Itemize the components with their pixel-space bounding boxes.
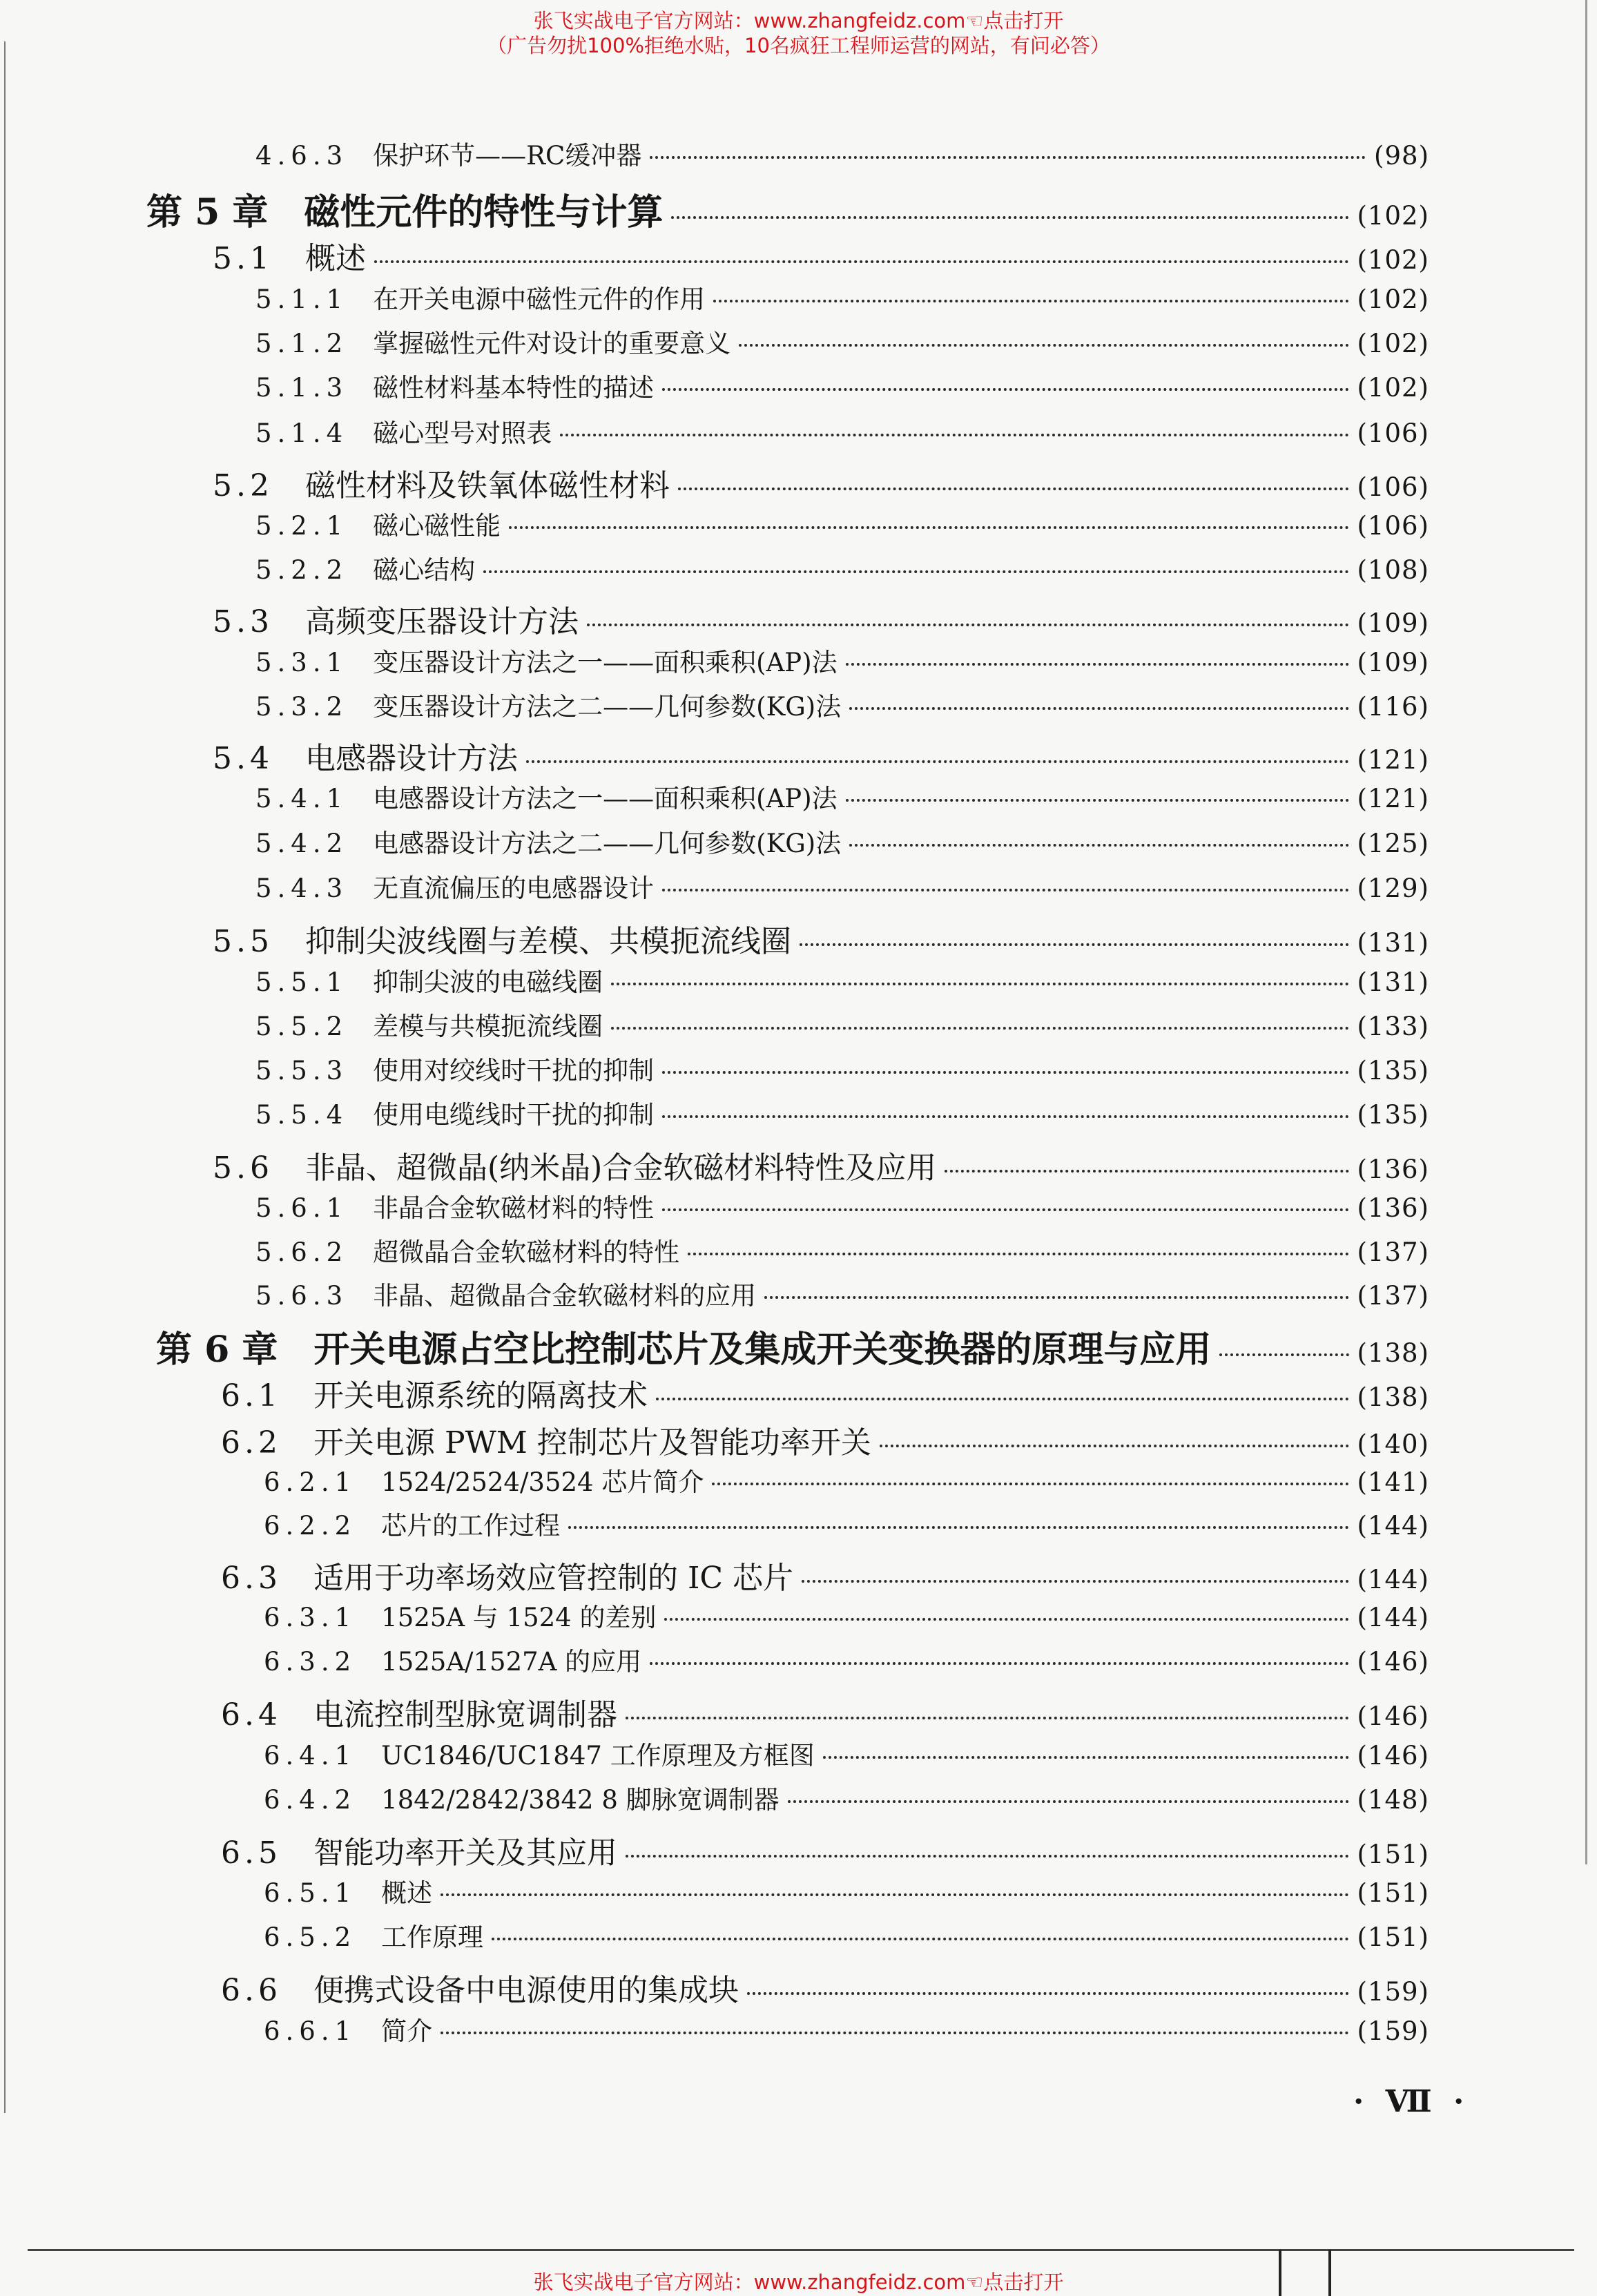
toc-entry-number: 6.2.2 <box>264 1511 357 1541</box>
toc-entry-page: (106) <box>1357 418 1429 448</box>
toc-entry-page: (138) <box>1357 1382 1429 1412</box>
toc-entry-number: 第 5 章 <box>146 191 269 233</box>
toc-entry-page: (136) <box>1357 1155 1429 1184</box>
toc-subsection-entry[interactable] <box>255 641 1429 679</box>
toc-dot-leader <box>662 1208 1348 1211</box>
toc-entry-number: 4.6.3 <box>255 141 349 171</box>
toc-dot-leader <box>846 663 1349 666</box>
toc-entry-title: 高频变压器设计方法 <box>304 604 579 639</box>
toc-dot-leader <box>800 943 1349 946</box>
toc-dot-leader <box>739 344 1348 347</box>
toc-entry-number: 5.5.4 <box>255 1100 349 1130</box>
toc-entry-page: (121) <box>1357 784 1429 813</box>
toc-entry-number: 6.5.1 <box>264 1878 357 1908</box>
toc-entry-title: 1842/2842/3842 8 脚脉宽调制器 <box>381 1785 780 1815</box>
toc-entry-title: 无直流偏压的电感器设计 <box>373 874 655 903</box>
toc-entry-page: (135) <box>1357 1100 1429 1130</box>
toc-entry-title: 非晶合金软磁材料的特性 <box>373 1193 655 1223</box>
toc-entry-title: 简介 <box>381 2016 433 2046</box>
toc-subsection-entry[interactable] <box>255 778 1429 815</box>
toc-section-entry[interactable] <box>221 1553 1429 1597</box>
toc-dot-leader <box>849 707 1348 710</box>
toc-dot-leader <box>650 156 1366 159</box>
toc-dot-leader <box>846 799 1349 802</box>
toc-section-entry[interactable] <box>221 1828 1429 1872</box>
toc-dot-leader <box>664 1618 1348 1621</box>
toc-dot-leader <box>747 1992 1349 1995</box>
toc-entry-page: (129) <box>1357 874 1429 903</box>
toc-entry-title: 电感器设计方法 <box>304 741 518 776</box>
watermark-top-line-1[interactable]: 张飞实战电子官方网站：www.zhangfeidz.com☜点击打开 <box>533 9 1064 32</box>
toc-entry-page: (108) <box>1357 555 1429 585</box>
toc-subsection-entry[interactable] <box>264 1641 1429 1678</box>
toc-subsection-entry[interactable] <box>255 867 1429 905</box>
toc-dot-leader <box>713 300 1348 302</box>
toc-subsection-entry[interactable] <box>264 1505 1429 1542</box>
toc-subsection-entry[interactable] <box>264 1779 1429 1816</box>
toc-dot-leader <box>441 1893 1348 1896</box>
toc-subsection-entry[interactable] <box>255 686 1429 723</box>
toc-entry-number: 6.3 <box>221 1561 282 1596</box>
toc-entry-number: 第 6 章 <box>156 1329 278 1371</box>
toc-entry-page: (136) <box>1357 1193 1429 1223</box>
toc-dot-leader <box>880 1445 1349 1447</box>
toc-subsection-entry[interactable] <box>255 135 1429 172</box>
toc-entry-number: 5.6 <box>213 1150 273 1186</box>
toc-dot-leader <box>662 1071 1348 1074</box>
toc-entry-number: 5.1 <box>213 241 273 276</box>
toc-entry-number: 5.5.3 <box>255 1056 349 1086</box>
toc-dot-leader <box>671 216 1348 219</box>
toc-entry-page: (109) <box>1357 608 1429 638</box>
toc-dot-leader <box>1219 1353 1348 1356</box>
toc-entry-page: (140) <box>1357 1429 1429 1459</box>
toc-entry-number: 6.2.1 <box>264 1467 357 1497</box>
toc-entry-page: (131) <box>1357 928 1429 958</box>
toc-dot-leader <box>662 388 1348 391</box>
toc-section-entry[interactable] <box>221 1690 1429 1734</box>
toc-entry-page: (144) <box>1357 1603 1429 1632</box>
toc-entry-page: (138) <box>1357 1338 1429 1368</box>
toc-entry-number: 5.2.1 <box>255 511 349 541</box>
toc-entry-number: 5.6.1 <box>255 1193 349 1223</box>
toc-entry-title: 保护环节——RC缓冲器 <box>373 141 642 171</box>
toc-subsection-entry[interactable] <box>255 412 1429 450</box>
toc-entry-number: 5.1.3 <box>255 373 349 403</box>
toc-entry-number: 6.2 <box>221 1425 282 1460</box>
toc-section-entry[interactable] <box>221 1371 1429 1415</box>
toc-dot-leader <box>441 2032 1348 2034</box>
toc-entry-number: 6.4.1 <box>264 1741 357 1771</box>
toc-entry-title: 抑制尖波的电磁线圈 <box>373 967 603 997</box>
toc-dot-leader <box>650 1662 1348 1665</box>
toc-entry-page: (151) <box>1357 1878 1429 1908</box>
toc-section-entry[interactable] <box>213 1143 1429 1187</box>
toc-dot-leader <box>626 1717 1349 1719</box>
toc-entry-page: (146) <box>1357 1701 1429 1731</box>
toc-entry-page: (148) <box>1357 1785 1429 1815</box>
toc-dot-leader <box>849 844 1348 847</box>
toc-entry-number: 5.4.3 <box>255 874 349 903</box>
toc-entry-title: 开关电源 PWM 控制芯片及智能功率开关 <box>313 1425 871 1460</box>
toc-entry-number: 5.4.2 <box>255 829 349 858</box>
toc-dot-leader <box>788 1800 1349 1803</box>
toc-entry-page: (146) <box>1357 1741 1429 1771</box>
toc-entry-page: (151) <box>1357 1922 1429 1952</box>
toc-chapter-entry[interactable] <box>146 183 1429 235</box>
toc-entry-title: 使用电缆线时干扰的抑制 <box>373 1100 655 1130</box>
toc-section-entry[interactable] <box>213 233 1429 278</box>
toc-dot-leader <box>611 983 1348 985</box>
toc-entry-page: (102) <box>1357 201 1429 231</box>
toc-entry-number: 6.4 <box>221 1697 282 1733</box>
toc-dot-leader <box>483 570 1348 573</box>
toc-entry-page: (159) <box>1357 2016 1429 2046</box>
toc-subsection-entry[interactable] <box>255 1231 1429 1268</box>
toc-entry-number: 6.4.2 <box>264 1785 357 1815</box>
toc-entry-title: 非晶、超微晶(纳米晶)合金软磁材料特性及应用 <box>304 1150 937 1186</box>
toc-entry-number: 5.3.1 <box>255 648 349 677</box>
toc-entry-number: 5.5.1 <box>255 967 349 997</box>
toc-section-entry[interactable] <box>213 733 1429 778</box>
toc-entry-title: 磁性材料基本特性的描述 <box>373 373 655 403</box>
toc-dot-leader <box>823 1756 1349 1759</box>
toc-entry-title: 1525A 与 1524 的差别 <box>381 1603 657 1632</box>
toc-entry-page: (137) <box>1357 1237 1429 1267</box>
toc-subsection-entry[interactable] <box>264 1596 1429 1634</box>
toc-entry-title: 开关电源占空比控制芯片及集成开关变换器的原理与应用 <box>313 1329 1212 1371</box>
toc-dot-leader <box>611 1027 1348 1030</box>
toc-entry-number: 6.5 <box>221 1835 282 1871</box>
toc-entry-title: 智能功率开关及其应用 <box>313 1835 617 1871</box>
page-number: · Ⅶ · <box>1353 2084 1470 2119</box>
toc-entry-number: 5.2.2 <box>255 555 349 585</box>
toc-entry-number: 5.1.1 <box>255 284 349 314</box>
toc-entry-number: 6.6.1 <box>264 2016 357 2046</box>
toc-entry-page: (106) <box>1357 472 1429 502</box>
toc-dot-leader <box>688 1253 1348 1255</box>
toc-entry-title: 超微晶合金软磁材料的特性 <box>373 1237 680 1267</box>
toc-entry-title: 概述 <box>304 241 366 276</box>
toc-dot-leader <box>526 760 1349 763</box>
toc-dot-leader <box>764 1296 1348 1299</box>
toc-subsection-entry[interactable] <box>255 961 1429 999</box>
toc-entry-page: (141) <box>1357 1467 1429 1497</box>
toc-entry-number: 5.3.2 <box>255 692 349 722</box>
toc-entry-number: 6.3.1 <box>264 1603 357 1632</box>
toc-entry-title: 磁性元件的特性与计算 <box>304 191 664 233</box>
toc-subsection-entry[interactable] <box>255 322 1429 360</box>
toc-entry-title: UC1846/UC1847 工作原理及方框图 <box>381 1741 815 1771</box>
toc-entry-number: 6.6 <box>221 1973 282 2008</box>
toc-entry-number: 6.5.2 <box>264 1922 357 1952</box>
toc-dot-leader <box>509 526 1348 529</box>
toc-entry-page: (98) <box>1374 141 1429 171</box>
toc-entry-title: 变压器设计方法之二——几何参数(KG)法 <box>373 692 842 722</box>
toc-entry-number: 5.4.1 <box>255 784 349 813</box>
toc-entry-title: 电流控制型脉宽调制器 <box>313 1697 617 1733</box>
toc-subsection-entry[interactable] <box>255 1187 1429 1224</box>
toc-entry-title: 电感器设计方法之一——面积乘积(AP)法 <box>373 784 838 813</box>
toc-entry-title: 1524/2524/3524 芯片简介 <box>381 1467 704 1497</box>
toc-entry-number: 5.4 <box>213 741 273 776</box>
toc-entry-title: 芯片的工作过程 <box>381 1511 561 1541</box>
toc-dot-leader <box>492 1938 1348 1940</box>
toc-entry-number: 5.5 <box>213 924 273 959</box>
toc-entry-number: 5.5.2 <box>255 1012 349 1041</box>
toc-entry-page: (159) <box>1357 1977 1429 2007</box>
watermark-top-line-2: （广告勿扰100%拒绝水贴，10名疯狂工程师运营的网站，有问必答） <box>487 34 1110 57</box>
toc-entry-title: 磁心型号对照表 <box>373 418 552 448</box>
toc-entry-title: 开关电源系统的隔离技术 <box>313 1378 648 1414</box>
toc-entry-title: 磁性材料及铁氧体磁性材料 <box>304 468 670 503</box>
watermark-bottom-line[interactable]: 张飞实战电子官方网站：www.zhangfeidz.com☜点击打开 <box>533 2270 1064 2294</box>
toc-subsection-entry[interactable] <box>264 1872 1429 1909</box>
toc-dot-leader <box>945 1170 1348 1173</box>
toc-subsection-entry[interactable] <box>255 1005 1429 1043</box>
toc-entry-page: (102) <box>1357 245 1429 275</box>
toc-entry-page: (102) <box>1357 373 1429 403</box>
toc-entry-page: (135) <box>1357 1056 1429 1086</box>
toc-section-entry[interactable] <box>213 916 1429 961</box>
toc-section-entry[interactable] <box>213 597 1429 641</box>
toc-entry-title: 工作原理 <box>381 1922 484 1952</box>
toc-dot-leader <box>662 889 1348 891</box>
toc-subsection-entry[interactable] <box>264 1916 1429 1953</box>
toc-entry-title: 差模与共模扼流线圈 <box>373 1012 603 1041</box>
toc-entry-page: (121) <box>1357 745 1429 775</box>
toc-entry-page: (106) <box>1357 511 1429 541</box>
toc-subsection-entry[interactable] <box>264 1461 1429 1498</box>
toc-subsection-entry[interactable] <box>255 822 1429 860</box>
toc-entry-title: 便携式设备中电源使用的集成块 <box>313 1973 739 2008</box>
toc-section-entry[interactable] <box>221 1418 1429 1462</box>
toc-subsection-entry[interactable] <box>255 1094 1429 1131</box>
toc-entry-number: 5.6.2 <box>255 1237 349 1267</box>
toc-dot-leader <box>712 1483 1348 1485</box>
toc-entry-page: (116) <box>1357 692 1429 722</box>
toc-chapter-entry[interactable] <box>156 1320 1429 1372</box>
toc-dot-leader <box>662 1115 1348 1118</box>
toc-entry-page: (125) <box>1357 829 1429 858</box>
toc-entry-page: (102) <box>1357 284 1429 314</box>
toc-subsection-entry[interactable] <box>255 1275 1429 1312</box>
toc-entry-number: 5.1.2 <box>255 329 349 358</box>
toc-entry-title: 使用对绞线时干扰的抑制 <box>373 1056 655 1086</box>
toc-subsection-entry[interactable] <box>255 1050 1429 1087</box>
toc-subsection-entry[interactable] <box>255 278 1429 316</box>
toc-dot-leader <box>568 1526 1348 1529</box>
toc-entry-title: 适用于功率场效应管控制的 IC 芯片 <box>313 1561 794 1596</box>
toc-entry-title: 抑制尖波线圈与差模、共模扼流线圈 <box>304 924 791 959</box>
toc-entry-page: (146) <box>1357 1647 1429 1677</box>
toc-entry-page: (109) <box>1357 648 1429 677</box>
toc-dot-leader <box>802 1580 1348 1583</box>
toc-subsection-entry[interactable] <box>264 1735 1429 1772</box>
toc-entry-page: (144) <box>1357 1511 1429 1541</box>
toc-entry-title: 在开关电源中磁性元件的作用 <box>373 284 706 314</box>
toc-entry-title: 磁心结构 <box>373 555 476 585</box>
toc-entry-title: 1525A/1527A 的应用 <box>381 1647 642 1677</box>
toc-entry-number: 6.3.2 <box>264 1647 357 1677</box>
toc-entry-number: 5.3 <box>213 604 273 639</box>
toc-entry-title: 非晶、超微晶合金软磁材料的应用 <box>373 1281 757 1311</box>
toc-dot-leader <box>374 260 1349 263</box>
toc-subsection-entry[interactable] <box>255 367 1429 404</box>
toc-entry-title: 变压器设计方法之一——面积乘积(AP)法 <box>373 648 838 677</box>
toc-dot-leader <box>656 1398 1349 1400</box>
toc-entry-number: 5.1.4 <box>255 418 349 448</box>
toc-entry-number: 6.1 <box>221 1378 282 1414</box>
toc-entry-page: (144) <box>1357 1565 1429 1594</box>
toc-entry-number: 5.2 <box>213 468 273 503</box>
toc-dot-leader <box>626 1855 1349 1858</box>
toc-entry-title: 掌握磁性元件对设计的重要意义 <box>373 329 731 358</box>
toc-entry-title: 电感器设计方法之二——几何参数(KG)法 <box>373 829 842 858</box>
toc-subsection-entry[interactable] <box>255 549 1429 586</box>
toc-entry-page: (102) <box>1357 329 1429 358</box>
toc-dot-leader <box>678 488 1349 490</box>
toc-section-entry[interactable] <box>221 1965 1429 2009</box>
toc-entry-page: (137) <box>1357 1281 1429 1311</box>
toc-entry-page: (151) <box>1357 1840 1429 1869</box>
toc-entry-page: (131) <box>1357 967 1429 997</box>
toc-dot-leader <box>587 624 1349 626</box>
toc-dot-leader <box>560 434 1348 436</box>
toc-entry-title: 概述 <box>381 1878 433 1908</box>
toc-entry-title: 磁心磁性能 <box>373 511 501 541</box>
toc-subsection-entry[interactable] <box>264 2010 1429 2047</box>
toc-entry-number: 5.6.3 <box>255 1281 349 1311</box>
footer-rule <box>28 2249 1574 2251</box>
toc-entry-page: (133) <box>1357 1012 1429 1041</box>
toc-subsection-entry[interactable] <box>255 505 1429 542</box>
toc-section-entry[interactable] <box>213 461 1429 505</box>
